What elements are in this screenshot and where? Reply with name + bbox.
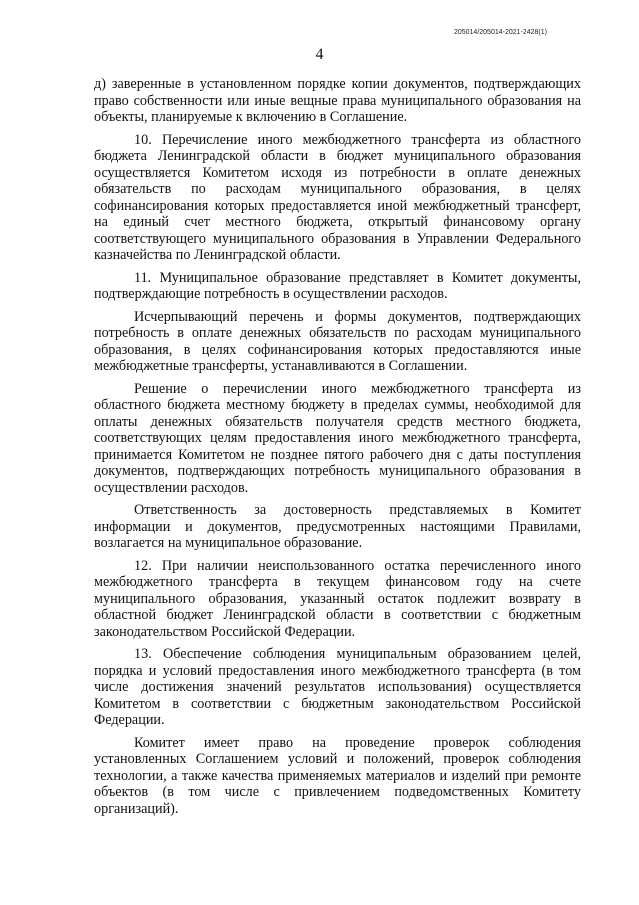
page-number: 4 [315,46,324,63]
paragraph-11: 11. Муниципальное образование представляет в Комитет документы, подтверждающие потребность в осуществлении расходов. [94,269,581,302]
document-body [94,76,581,823]
paragraph-13-inspections: Комитет имеет право на проведение проверок соблюдения установленных Соглашением условий и положений, проверок соблюдения технологии, а также качества применяемых материалов и изделий при ремонте объектов (в том числе с привлечением подведомственных Комитету организаций). [94,734,581,817]
paragraph-12: 12. При наличии неиспользованного остатка перечисленного иного межбюджетного трансферта в текущем финансовом году на счете муниципального образования, указанный остаток подлежит возврату в областной бюджет Ленинградской области в соответствии с бюджетным законодательством Российской Федерации. [94,557,581,640]
paragraph-11-transfer-decision: Решение о перечислении иного межбюджетного трансферта из областного бюджета местному бюджету в пределах суммы, необходимой для оплаты денежных обязательств получателя средств местного бюджета, соответствующих целям предоставления иного межбюджетного трансферта, принимается Комитетом не позднее пятого рабочего дня с даты поступления документов, подтверждающих потребность муниципального образования в осуществлении расходов. [94,380,581,496]
document-id: 205014/205014-2021-2428(1) [453,29,547,36]
paragraph-10: 10. Перечисление иного межбюджетного трансферта из областного бюджета Ленинградской области в бюджет муниципального образования осуществляется Комитетом исходя из потребности в оплате денежных обязательств по расходам муниципального образования, в целях софинансирования которых предоставляется иной межбюджетный трансферт, на единый счет местного бюджета, открытый финансовому органу соответствующего муниципального образования в Управлении Федерального казначейства по Ленинградской области. [94,131,581,263]
paragraph-item-d: д) заверенные в установленном порядке копии документов, подтверждающих право собственности или иные вещные права муниципального образования на объекты, планируемые к включению в Соглашение. [94,76,581,125]
paragraph-11-documents-list: Исчерпывающий перечень и формы документов, подтверждающих потребность в оплате денежных обязательств по расходам муниципального образования, в целях софинансирования которых предоставляются иные межбюджетные трансферты, устанавливаются в Соглашении. [94,308,581,374]
paragraph-13: 13. Обеспечение соблюдения муниципальным образованием целей, порядка и условий предоставления иного межбюджетного трансферта (в том числе достижения значений результатов использования) осуществляется Комитетом в соответствии с бюджетным законодательством Российской Федерации. [94,646,581,728]
paragraph-11-responsibility: Ответственность за достоверность представляемых в Комитет информации и документов, предусмотренных настоящими Правилами, возлагается на муниципальное образование. [94,502,581,551]
